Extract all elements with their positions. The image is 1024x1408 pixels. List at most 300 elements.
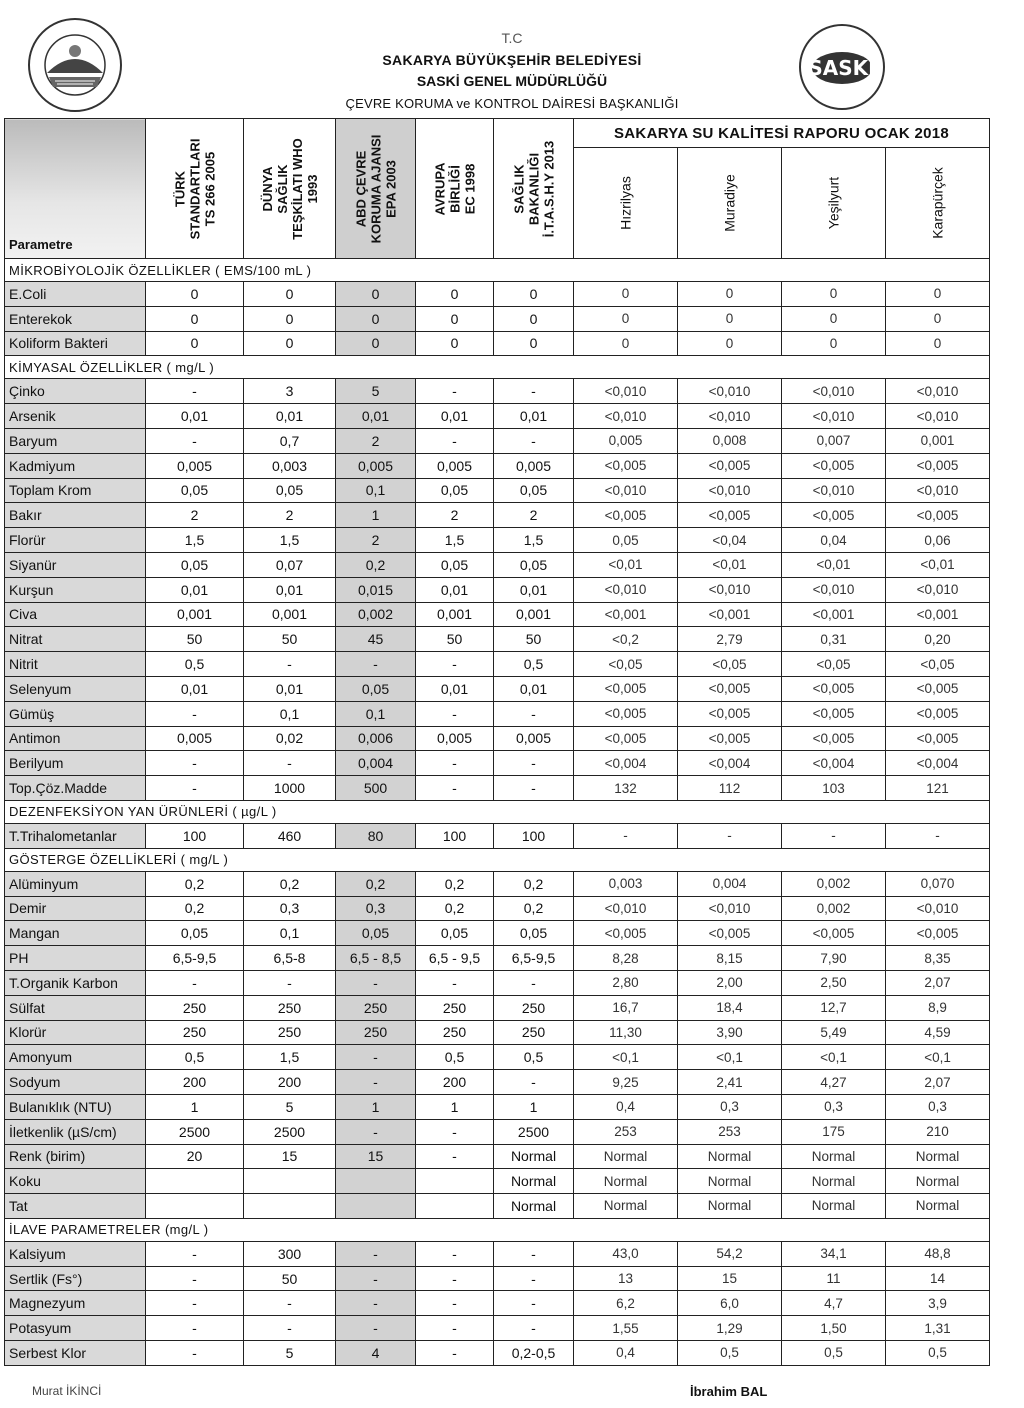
measurement-cell: 0: [886, 306, 990, 331]
standard-limit-cell: 6,5 - 8,5: [336, 946, 416, 971]
standard-limit-cell: -: [416, 970, 494, 995]
measurement-cell: <0,005: [782, 503, 886, 528]
standard-limit-cell: 0,003: [244, 453, 336, 478]
standard-limit-cell: 50: [146, 627, 244, 652]
standard-limit-cell: 80: [336, 823, 416, 848]
measurement-cell: <0,05: [678, 652, 782, 677]
standard-limit-cell: Normal: [494, 1194, 574, 1219]
standard-limit-cell: 0,01: [244, 676, 336, 701]
standard-limit-cell: [146, 1169, 244, 1194]
table-row: [5, 751, 990, 776]
standard-limit-cell: 0,006: [336, 726, 416, 751]
standard-limit-cell: 6,5-9,5: [494, 946, 574, 971]
standard-limit-cell: 0,2: [494, 896, 574, 921]
measurement-cell: 0,4: [574, 1341, 678, 1366]
standard-who-label: DÜNYA SAĞLIK TEŞKİLATI WHO 1993: [259, 137, 320, 240]
standard-limit-cell: [244, 1169, 336, 1194]
standard-limit-cell: -: [146, 1316, 244, 1341]
measurement-cell: <0,010: [574, 478, 678, 503]
table-row: [5, 1241, 990, 1266]
standard-limit-cell: 0,01: [336, 404, 416, 429]
standard-limit-cell: 0,005: [146, 726, 244, 751]
measurement-cell: 54,2: [678, 1241, 782, 1266]
measurement-cell: 0,003: [574, 871, 678, 896]
measurement-cell: <0,010: [574, 577, 678, 602]
measurement-cell: Normal: [678, 1144, 782, 1169]
saski-logo: [782, 22, 902, 112]
measurement-cell: 48,8: [886, 1241, 990, 1266]
standard-limit-cell: 0,7: [244, 428, 336, 453]
standard-limit-cell: 0: [336, 306, 416, 331]
parameter-name: Nitrat: [5, 627, 146, 652]
table-row: [5, 871, 990, 896]
standard-limit-cell: [336, 1194, 416, 1219]
location-label: Yeşilyurt: [825, 176, 841, 230]
standard-limit-cell: -: [336, 1070, 416, 1095]
parameter-name: Amonyum: [5, 1045, 146, 1070]
document-header: [0, 0, 1024, 118]
measurement-cell: 11: [782, 1266, 886, 1291]
table-row: [5, 577, 990, 602]
standard-limit-cell: -: [336, 970, 416, 995]
parameter-name: Gümüş: [5, 701, 146, 726]
parameter-name: T.Trihalometanlar: [5, 823, 146, 848]
standard-limit-cell: -: [494, 428, 574, 453]
standard-limit-cell: 50: [244, 1266, 336, 1291]
measurement-cell: <0,010: [574, 404, 678, 429]
measurement-cell: <0,010: [678, 379, 782, 404]
standard-limit-cell: 0: [146, 306, 244, 331]
measurement-cell: 0: [782, 306, 886, 331]
standard-limit-cell: 250: [146, 995, 244, 1020]
parameter-name: Tat: [5, 1194, 146, 1219]
standard-limit-cell: Normal: [494, 1169, 574, 1194]
header-tc: T.C: [501, 30, 523, 46]
measurement-cell: <0,05: [574, 652, 678, 677]
standard-limit-cell: -: [244, 1291, 336, 1316]
parameter-name: Çinko: [5, 379, 146, 404]
measurement-cell: <0,010: [574, 896, 678, 921]
standard-limit-cell: 0,005: [494, 726, 574, 751]
standard-limit-cell: 1: [336, 503, 416, 528]
signature-right: İbrahim BAL: [690, 1384, 768, 1399]
table-row: [5, 1094, 990, 1119]
measurement-cell: 0,5: [782, 1341, 886, 1366]
standard-limit-cell: 460: [244, 823, 336, 848]
measurement-cell: 0,3: [886, 1094, 990, 1119]
measurement-cell: <0,005: [574, 726, 678, 751]
measurement-cell: 3,90: [678, 1020, 782, 1045]
standard-limit-cell: -: [416, 1341, 494, 1366]
standard-limit-cell: -: [494, 379, 574, 404]
measurement-cell: <0,005: [574, 921, 678, 946]
measurement-cell: 43,0: [574, 1241, 678, 1266]
standard-limit-cell: 0,01: [416, 676, 494, 701]
standard-limit-cell: -: [146, 1266, 244, 1291]
standard-limit-cell: 250: [494, 1020, 574, 1045]
standard-limit-cell: 0,05: [416, 552, 494, 577]
measurement-cell: <0,005: [678, 726, 782, 751]
measurement-cell: <0,004: [886, 751, 990, 776]
measurement-cell: 112: [678, 776, 782, 801]
measurement-cell: 0,070: [886, 871, 990, 896]
measurement-cell: 0: [782, 331, 886, 356]
standard-limit-cell: 0,05: [336, 676, 416, 701]
table-row: [5, 726, 990, 751]
standard-limit-cell: 50: [494, 627, 574, 652]
measurement-cell: 132: [574, 776, 678, 801]
standard-epa-label: ABD ÇEVRE KORUMA AJANSI EPA 2003: [353, 134, 398, 243]
table-row: [5, 896, 990, 921]
standard-limit-cell: -: [494, 1291, 574, 1316]
measurement-cell: 8,28: [574, 946, 678, 971]
measurement-cell: 0,3: [782, 1094, 886, 1119]
standard-limit-cell: 0,001: [416, 602, 494, 627]
location-label: Muradiye: [721, 174, 737, 232]
measurement-cell: <0,010: [886, 577, 990, 602]
measurement-cell: 0,5: [886, 1341, 990, 1366]
section-header-row: [5, 259, 990, 282]
table-row: [5, 528, 990, 553]
standard-limit-cell: 0: [244, 306, 336, 331]
table-row: [5, 921, 990, 946]
standard-limit-cell: 2: [416, 503, 494, 528]
standard-limit-cell: 2: [146, 503, 244, 528]
location-label: Karapürçek: [929, 167, 946, 239]
section-title: GÖSTERGE ÖZELLİKLERİ ( mg/L ): [5, 848, 990, 871]
table-row: [5, 1266, 990, 1291]
standard-limit-cell: 0,05: [146, 921, 244, 946]
measurement-cell: <0,010: [886, 379, 990, 404]
table-row: [5, 331, 990, 356]
standard-limit-cell: 0,3: [244, 896, 336, 921]
standard-limit-cell: 0,05: [494, 552, 574, 577]
standard-limit-cell: 0,01: [416, 577, 494, 602]
measurement-cell: 14: [886, 1266, 990, 1291]
standard-limit-cell: -: [416, 751, 494, 776]
location-karapurcek: [886, 148, 990, 259]
measurement-cell: <0,010: [574, 379, 678, 404]
standard-limit-cell: 0: [416, 282, 494, 307]
standard-limit-cell: 20: [146, 1144, 244, 1169]
parameter-name: Sülfat: [5, 995, 146, 1020]
measurement-cell: 6,2: [574, 1291, 678, 1316]
measurement-cell: <0,1: [782, 1045, 886, 1070]
measurement-cell: <0,1: [678, 1045, 782, 1070]
measurement-cell: <0,010: [782, 379, 886, 404]
standard-epa: [336, 119, 416, 259]
standard-limit-cell: -: [146, 1341, 244, 1366]
parameter-name: Antimon: [5, 726, 146, 751]
standard-limit-cell: 2: [336, 528, 416, 553]
parameter-header: Parametre: [5, 119, 146, 259]
standard-limit-cell: 0,001: [146, 602, 244, 627]
standard-limit-cell: 6,5-9,5: [146, 946, 244, 971]
measurement-cell: <0,010: [886, 404, 990, 429]
parameter-name: Sodyum: [5, 1070, 146, 1095]
saski-logo-text: SASKİ: [808, 56, 876, 80]
measurement-cell: 2,07: [886, 970, 990, 995]
standard-limit-cell: 0,2: [336, 871, 416, 896]
standard-limit-cell: -: [416, 1316, 494, 1341]
measurement-cell: 9,25: [574, 1070, 678, 1095]
measurement-cell: 3,9: [886, 1291, 990, 1316]
standard-limit-cell: 2: [336, 428, 416, 453]
parameter-name: Koliform Bakteri: [5, 331, 146, 356]
standard-limit-cell: -: [146, 1291, 244, 1316]
measurement-cell: <0,010: [782, 577, 886, 602]
table-row: [5, 627, 990, 652]
table-row: [5, 478, 990, 503]
standard-limit-cell: 0,2: [494, 871, 574, 896]
standard-limit-cell: 0,1: [244, 701, 336, 726]
measurement-cell: 5,49: [782, 1020, 886, 1045]
measurement-cell: <0,010: [678, 577, 782, 602]
measurement-cell: <0,005: [886, 453, 990, 478]
standard-limit-cell: 5: [244, 1341, 336, 1366]
standard-limit-cell: 0,01: [494, 577, 574, 602]
measurement-cell: <0,005: [782, 921, 886, 946]
measurement-cell: <0,005: [574, 503, 678, 528]
measurement-cell: <0,005: [574, 676, 678, 701]
standard-limit-cell: -: [416, 701, 494, 726]
standard-limit-cell: -: [494, 1070, 574, 1095]
measurement-cell: Normal: [886, 1169, 990, 1194]
standard-limit-cell: 0,2: [416, 871, 494, 896]
table-row: [5, 503, 990, 528]
measurement-cell: <0,010: [678, 478, 782, 503]
measurement-cell: <0,005: [886, 726, 990, 751]
standard-limit-cell: [336, 1169, 416, 1194]
standard-limit-cell: 0,2: [244, 871, 336, 896]
measurement-cell: 0,007: [782, 428, 886, 453]
measurement-cell: Normal: [574, 1194, 678, 1219]
standard-limit-cell: -: [336, 1266, 416, 1291]
measurement-cell: <0,005: [574, 453, 678, 478]
standard-limit-cell: 0,01: [244, 577, 336, 602]
header-directorate: SASKİ GENEL MÜDÜRLÜĞÜ: [416, 73, 608, 89]
parameter-name: Potasyum: [5, 1316, 146, 1341]
standard-limit-cell: 6,5 - 9,5: [416, 946, 494, 971]
standard-limit-cell: 0,005: [494, 453, 574, 478]
standard-limit-cell: 1,5: [416, 528, 494, 553]
standard-limit-cell: -: [416, 1144, 494, 1169]
standard-limit-cell: [416, 1169, 494, 1194]
parameter-name: Nitrit: [5, 652, 146, 677]
parameter-name: E.Coli: [5, 282, 146, 307]
table-row: [5, 652, 990, 677]
measurement-cell: -: [678, 823, 782, 848]
standard-limit-cell: Normal: [494, 1144, 574, 1169]
parameter-name: Mangan: [5, 921, 146, 946]
measurement-cell: 0,002: [782, 896, 886, 921]
standard-limit-cell: 50: [416, 627, 494, 652]
measurement-cell: 34,1: [782, 1241, 886, 1266]
standard-limit-cell: 250: [416, 1020, 494, 1045]
standard-limit-cell: 1: [416, 1094, 494, 1119]
measurement-cell: <0,005: [782, 453, 886, 478]
standard-limit-cell: 0: [416, 331, 494, 356]
standard-limit-cell: [146, 1194, 244, 1219]
standard-limit-cell: 0,2: [146, 896, 244, 921]
location-yesilyurt: [782, 148, 886, 259]
standard-limit-cell: 0: [494, 282, 574, 307]
standard-limit-cell: -: [416, 1291, 494, 1316]
section-title: DEZENFEKSİYON YAN ÜRÜNLERİ ( µg/L ): [5, 800, 990, 823]
standard-limit-cell: -: [494, 751, 574, 776]
parameter-name: Arsenik: [5, 404, 146, 429]
standard-limit-cell: 0: [494, 306, 574, 331]
standard-limit-cell: 0,005: [336, 453, 416, 478]
standard-limit-cell: 200: [244, 1070, 336, 1095]
standard-limit-cell: 0,05: [416, 921, 494, 946]
measurement-cell: -: [886, 823, 990, 848]
standard-limit-cell: 0: [336, 282, 416, 307]
standard-limit-cell: 4: [336, 1341, 416, 1366]
table-row: [5, 970, 990, 995]
standard-limit-cell: 2: [244, 503, 336, 528]
standard-limit-cell: 0,05: [416, 478, 494, 503]
parameter-name: İletkenlik (µS/cm): [5, 1119, 146, 1144]
standard-limit-cell: 0,02: [244, 726, 336, 751]
header-department: ÇEVRE KORUMA ve KONTROL DAİRESİ BAŞKANLIĞI: [345, 96, 679, 111]
measurement-cell: -: [574, 823, 678, 848]
standard-limit-cell: 1: [336, 1094, 416, 1119]
measurement-cell: 0,004: [678, 871, 782, 896]
standard-limit-cell: 300: [244, 1241, 336, 1266]
measurement-cell: <0,001: [782, 602, 886, 627]
standard-limit-cell: -: [146, 751, 244, 776]
measurement-cell: <0,005: [782, 676, 886, 701]
standard-limit-cell: -: [336, 1291, 416, 1316]
section-header-row: [5, 1218, 990, 1241]
measurement-cell: <0,001: [678, 602, 782, 627]
measurement-cell: 253: [574, 1119, 678, 1144]
measurement-cell: 0,4: [574, 1094, 678, 1119]
standard-limit-cell: -: [146, 379, 244, 404]
measurement-cell: <0,005: [678, 503, 782, 528]
parameter-name: Top.Çöz.Madde: [5, 776, 146, 801]
parameter-name: Enterekok: [5, 306, 146, 331]
table-row: [5, 306, 990, 331]
measurement-cell: 2,80: [574, 970, 678, 995]
measurement-cell: <0,005: [886, 701, 990, 726]
measurement-cell: <0,01: [574, 552, 678, 577]
measurement-cell: 13: [574, 1266, 678, 1291]
table-row: [5, 602, 990, 627]
table-row: [5, 1020, 990, 1045]
standard-limit-cell: 0,005: [416, 726, 494, 751]
standard-limit-cell: 0,001: [494, 602, 574, 627]
measurement-cell: Normal: [782, 1194, 886, 1219]
measurement-cell: <0,010: [678, 896, 782, 921]
measurement-cell: 1,55: [574, 1316, 678, 1341]
measurement-cell: <0,005: [574, 701, 678, 726]
measurement-cell: <0,010: [886, 896, 990, 921]
measurement-cell: 0,5: [678, 1341, 782, 1366]
standard-limit-cell: -: [336, 1045, 416, 1070]
standard-limit-cell: 1,5: [244, 1045, 336, 1070]
measurement-cell: 0,04: [782, 528, 886, 553]
measurement-cell: <0,005: [678, 701, 782, 726]
standard-limit-cell: [244, 1194, 336, 1219]
standard-limit-cell: 0,2: [146, 871, 244, 896]
table-row: [5, 823, 990, 848]
table-row: [5, 1194, 990, 1219]
section-header-row: [5, 356, 990, 379]
measurement-cell: 0: [574, 282, 678, 307]
standard-ts266-label: TÜRK STANDARTLARI TS 266 2005: [172, 138, 217, 239]
standard-limit-cell: 0,1: [336, 478, 416, 503]
standard-limit-cell: 0,1: [244, 921, 336, 946]
parameter-name: Demir: [5, 896, 146, 921]
measurement-cell: <0,004: [678, 751, 782, 776]
parameter-name: Renk (birim): [5, 1144, 146, 1169]
standard-limit-cell: 0,2: [336, 552, 416, 577]
standard-limit-cell: 0,01: [146, 577, 244, 602]
parameter-name: Kadmiyum: [5, 453, 146, 478]
standard-limit-cell: 250: [494, 995, 574, 1020]
measurement-cell: Normal: [886, 1194, 990, 1219]
parameter-name: Florür: [5, 528, 146, 553]
standard-limit-cell: 0,3: [336, 896, 416, 921]
standard-limit-cell: 0,2: [416, 896, 494, 921]
standard-limit-cell: -: [336, 652, 416, 677]
measurement-cell: 210: [886, 1119, 990, 1144]
table-row: [5, 946, 990, 971]
standard-limit-cell: 0: [244, 331, 336, 356]
standard-limit-cell: 100: [416, 823, 494, 848]
signature-left: Murat İKİNCİ: [32, 1384, 102, 1398]
standard-limit-cell: -: [494, 970, 574, 995]
measurement-cell: 253: [678, 1119, 782, 1144]
section-title: İLAVE PARAMETRELER (mg/L ): [5, 1218, 990, 1241]
standard-ec-label: AVRUPA BİRLİĞİ EC 1998: [432, 162, 477, 215]
measurement-cell: <0,005: [678, 676, 782, 701]
standard-limit-cell: 0,004: [336, 751, 416, 776]
measurement-cell: 0,005: [574, 428, 678, 453]
standard-limit-cell: 1000: [244, 776, 336, 801]
measurement-cell: -: [782, 823, 886, 848]
measurement-cell: Normal: [678, 1169, 782, 1194]
standard-limit-cell: 2500: [494, 1119, 574, 1144]
table-row: [5, 404, 990, 429]
standard-itashy: [494, 119, 574, 259]
parameter-name: Koku: [5, 1169, 146, 1194]
measurement-cell: 2,00: [678, 970, 782, 995]
section-header-row: [5, 800, 990, 823]
standard-limit-cell: 250: [336, 1020, 416, 1045]
standard-limit-cell: -: [146, 701, 244, 726]
parameter-name: Kurşun: [5, 577, 146, 602]
standard-limit-cell: 0,5: [494, 1045, 574, 1070]
measurement-cell: Normal: [574, 1169, 678, 1194]
parameter-name: Bulanıklık (NTU): [5, 1094, 146, 1119]
measurement-cell: <0,010: [678, 404, 782, 429]
standard-limit-cell: 0,5: [494, 652, 574, 677]
table-row: [5, 453, 990, 478]
parameter-name: T.Organik Karbon: [5, 970, 146, 995]
measurement-cell: 16,7: [574, 995, 678, 1020]
standard-limit-cell: 2500: [146, 1119, 244, 1144]
standard-limit-cell: 0,2-0,5: [494, 1341, 574, 1366]
standard-limit-cell: 0,5: [146, 1045, 244, 1070]
table-body: [5, 259, 990, 1366]
measurement-cell: 18,4: [678, 995, 782, 1020]
parameter-name: Toplam Krom: [5, 478, 146, 503]
standard-ts266: [146, 119, 244, 259]
standard-limit-cell: 0,015: [336, 577, 416, 602]
